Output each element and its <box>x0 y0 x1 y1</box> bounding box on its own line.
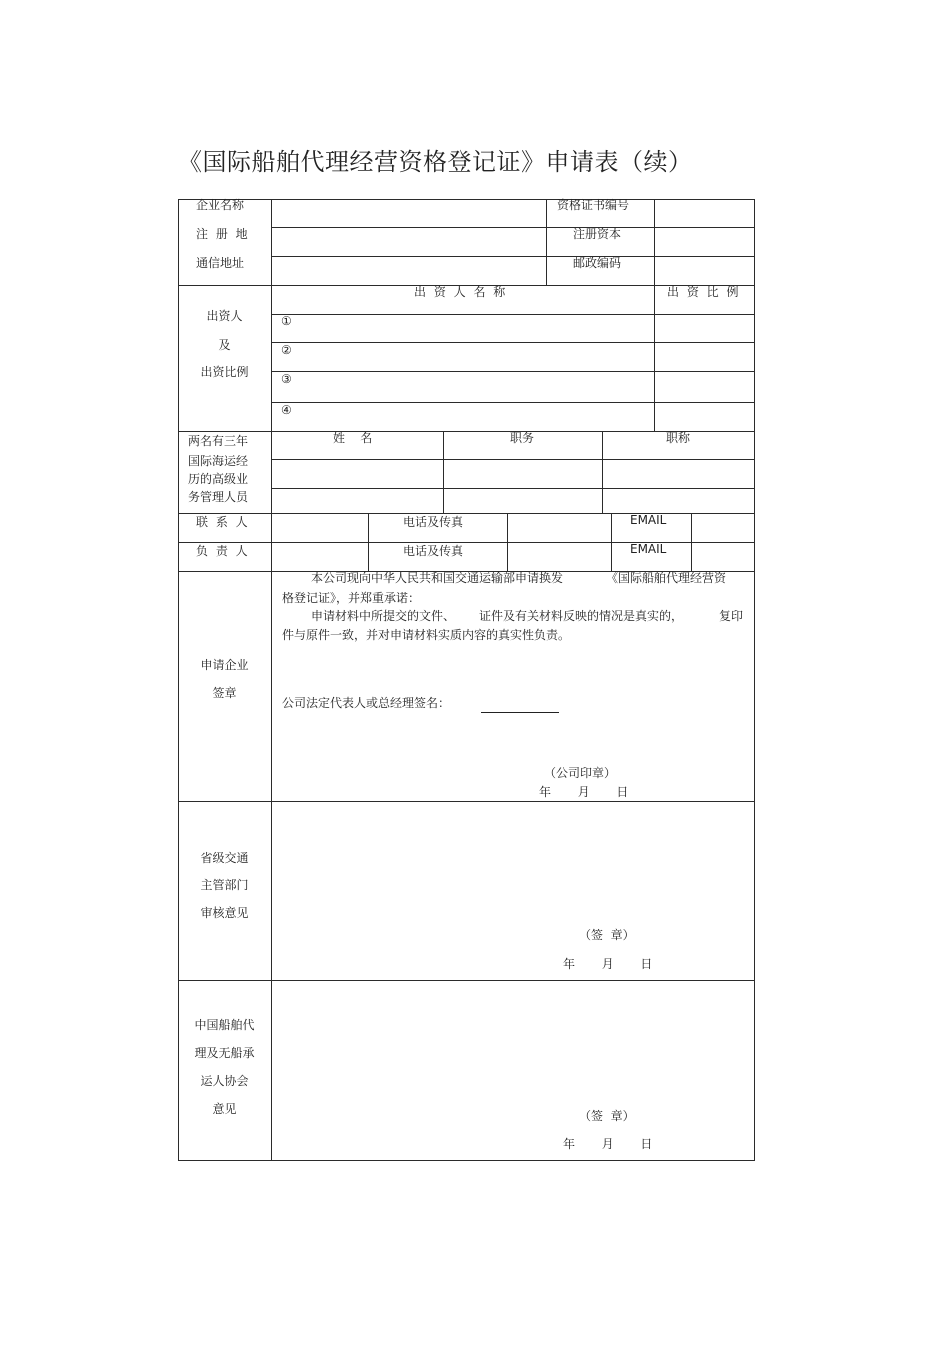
label-reg-capital: 注册资本 <box>573 227 622 241</box>
label-manager-2: 国际海运经 <box>188 454 249 468</box>
declaration-line-4: 件与原件一致，并对申请材料实质内容的真实性负责。 <box>282 628 571 642</box>
label-contact: 联 系 人 <box>196 515 248 529</box>
label-applicant-2: 签章 <box>212 686 237 700</box>
province-date: 年 月 日 <box>563 957 653 971</box>
label-reg-place: 注 册 地 <box>196 227 248 241</box>
investor-row-4: ④ <box>281 403 292 417</box>
label-province-2: 主管部门 <box>200 878 249 892</box>
label-postcode: 邮政编码 <box>573 256 622 270</box>
label-cert-no: 资格证书编号 <box>557 198 630 212</box>
label-province-3: 审核意见 <box>200 906 249 920</box>
label-manager-4: 务管理人员 <box>188 490 249 504</box>
declaration-line-1a: 本公司现向中华人民共和国交通运输部申请换发 <box>311 571 564 585</box>
label-province-1: 省级交通 <box>200 851 249 865</box>
label-investor-1: 出资人 <box>206 309 243 323</box>
label-association-4: 意见 <box>212 1102 237 1116</box>
investor-row-3: ③ <box>281 372 292 386</box>
label-address: 通信地址 <box>196 256 245 270</box>
label-applicant-1: 申请企业 <box>200 658 249 672</box>
label-contact-phone: 电话及传真 <box>403 515 464 529</box>
label-company-name: 企业名称 <box>196 198 245 212</box>
label-association-2: 理及无船承 <box>194 1046 255 1060</box>
province-seal-label: （签 章） <box>579 928 635 942</box>
label-responsible-phone: 电话及传真 <box>403 544 464 558</box>
header-name: 姓 名 <box>333 431 373 445</box>
header-investor-name: 出 资 人 名 称 <box>414 285 506 299</box>
signature-line[interactable] <box>481 712 559 713</box>
association-seal-label: （签 章） <box>579 1109 635 1123</box>
label-association-3: 运人协会 <box>200 1074 249 1088</box>
label-investor-3: 出资比例 <box>200 365 249 379</box>
header-position: 职务 <box>510 431 535 445</box>
label-association-1: 中国船舶代 <box>194 1018 255 1032</box>
investor-row-1: ① <box>281 314 292 328</box>
label-responsible-email: EMAIL <box>630 542 667 556</box>
label-responsible: 负 责 人 <box>196 544 248 558</box>
label-investor-2: 及 <box>218 338 231 352</box>
declaration-line-2: 格登记证》，并郑重承诺： <box>282 591 421 605</box>
applicant-date: 年 月 日 <box>539 785 629 799</box>
page-title: 《国际船舶代理经营资格登记证》申请表（续） <box>178 148 693 176</box>
declaration-line-3c: 复印 <box>719 609 744 623</box>
company-seal-label: （公司印章） <box>544 766 617 780</box>
declaration-line-1b: 《国际船舶代理经营资 <box>606 571 727 585</box>
header-rank: 职称 <box>666 431 691 445</box>
declaration-line-3b: 证件及有关材料反映的情况是真实的， <box>479 609 684 623</box>
signature-label: 公司法定代表人或总经理签名： <box>282 696 451 710</box>
label-contact-email: EMAIL <box>630 513 667 527</box>
label-manager-1: 两名有三年 <box>188 434 249 448</box>
association-date: 年 月 日 <box>563 1137 653 1151</box>
header-ratio: 出 资 比 例 <box>667 285 739 299</box>
investor-row-2: ② <box>281 343 292 357</box>
label-manager-3: 历的高级业 <box>188 472 249 486</box>
declaration-line-3a: 申请材料中所提交的文件、 <box>311 609 456 623</box>
